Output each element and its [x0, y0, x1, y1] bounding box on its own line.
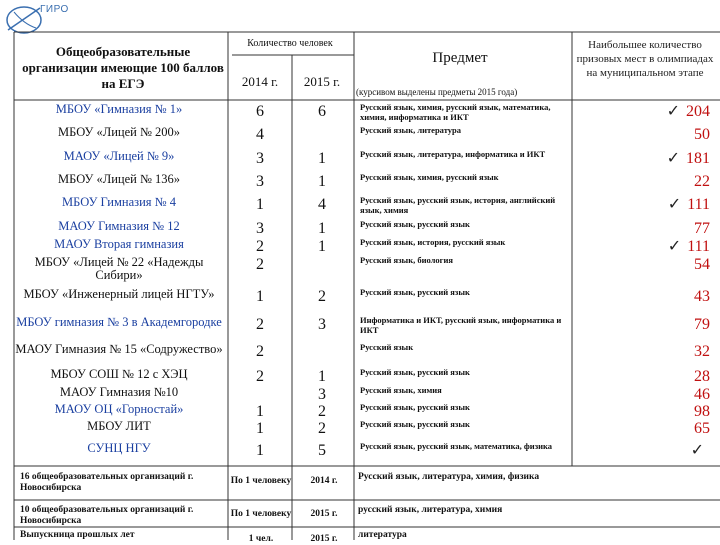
prize-value: 32 [694, 343, 710, 360]
count-2014: 3 [256, 220, 264, 237]
prize-count [600, 257, 710, 273]
count-2014: 1 [256, 196, 264, 213]
org-name: МАОУ Гимназия №10 [59, 385, 179, 399]
subjects: Русский язык, русский язык [360, 287, 470, 297]
prize-count [600, 404, 710, 420]
count-2014: 2 [256, 343, 264, 360]
count-2014: 4 [256, 126, 264, 143]
count-2015: 4 [318, 196, 326, 213]
footer-count: По 1 человеку [230, 476, 292, 486]
subjects: Русский язык, химия [360, 385, 442, 395]
count-2015: 2 [318, 288, 326, 305]
checkmark-icon: ✓ [666, 103, 680, 120]
header-subject: Предмет [432, 50, 488, 66]
prize-value: 204 [686, 103, 710, 120]
prize-count [600, 127, 710, 143]
subjects: Русский язык, литература [360, 125, 462, 135]
checkmark-icon: ✓ [666, 150, 680, 167]
prize-count [600, 151, 710, 167]
count-2014: 2 [256, 316, 264, 333]
count-2015: 1 [318, 220, 326, 237]
org-name: МАОУ Гимназия № 15 «Содружество» [15, 342, 223, 356]
count-2015: 1 [318, 150, 326, 167]
prize-value: 111 [687, 196, 710, 213]
prize-count [600, 174, 710, 190]
count-2014: 1 [256, 288, 264, 305]
logo-text: ГИРО [40, 4, 69, 15]
subjects: Русский язык, русский язык [360, 367, 470, 377]
prize-count [600, 239, 710, 255]
footer-subjects: литература [358, 530, 407, 540]
prize-count [600, 344, 710, 360]
prize-value: 54 [694, 256, 710, 273]
prize-value: 43 [694, 288, 710, 305]
count-2014: 6 [256, 103, 264, 120]
org-name: МБОУ «Лицей № 200» [57, 125, 181, 139]
footer-count: 1 чел. [248, 534, 274, 544]
org-name: МБОУ «Инженерный лицей НГТУ» [23, 287, 215, 301]
footer-year: 2015 г. [310, 509, 338, 519]
prize-value: 77 [694, 220, 710, 237]
count-2015: 6 [318, 103, 326, 120]
count-2014: 2 [256, 368, 264, 385]
checkmark-icon: ✓ [667, 238, 682, 255]
subjects: Русский язык, русский язык, математика, физика [360, 441, 553, 451]
org-name: МАОУ ОЦ «Горностай» [54, 402, 184, 416]
footer-year: 2014 г. [310, 476, 338, 486]
prize-count [600, 104, 710, 120]
footer-subjects: Русский язык, литература, химия, физика [358, 472, 540, 482]
header-max-prizes: Наибольшее количество призовых мест в олимпиадах на муниципальном этапе [576, 39, 714, 79]
count-2014: 1 [256, 403, 264, 420]
prize-value: 79 [694, 316, 710, 333]
prize-value: 181 [686, 150, 710, 167]
subjects: Русский язык, химия, русский язык [360, 172, 499, 182]
footer-subjects: русский язык, литература, химия [358, 505, 503, 515]
header-year-2015: 2015 г. [303, 74, 341, 89]
prize-count [600, 197, 710, 213]
footer-org: 10 общеобразовательных организаций г. Новосибирска [20, 505, 194, 526]
count-2015: 1 [318, 238, 326, 255]
prize-value: 111 [687, 238, 710, 255]
subjects: Русский язык [360, 342, 414, 352]
count-2014: 2 [256, 256, 264, 273]
org-name: МАОУ «Лицей № 9» [63, 149, 175, 163]
prize-value: 98 [694, 403, 710, 420]
subjects: Русский язык, русский язык [360, 402, 470, 412]
subjects: Русский язык, литература, информатика и ИКТ [360, 149, 546, 159]
prize-count [600, 421, 710, 437]
count-2015: 2 [318, 420, 326, 437]
org-name: МБОУ гимназия № 3 в Академгородке [16, 315, 222, 329]
subjects: Русский язык, биология [360, 255, 454, 265]
prize-count [600, 387, 710, 403]
org-name: МАОУ Вторая гимназия [54, 237, 184, 251]
subjects: Русский язык, русский язык [360, 219, 470, 229]
header-org: Общеобразовательные организации имеющие 100 баллов на ЕГЭ [22, 44, 224, 91]
org-name: МАОУ Гимназия № 12 [58, 219, 180, 233]
footer-org: Выпускница прошлых лет [20, 530, 135, 540]
prize-count [600, 443, 710, 459]
count-2015: 2 [318, 403, 326, 420]
subjects: Русский язык, русский язык, история, английский язык, химия [360, 195, 556, 215]
prize-value: 28 [694, 368, 710, 385]
prize-count [600, 317, 710, 333]
org-name: МБОУ «Лицей № 136» [57, 172, 181, 186]
org-name: МБОУ Гимназия № 4 [62, 195, 176, 209]
footer-year: 2015 г. [310, 534, 338, 544]
org-name: МБОУ «Лицей № 22 «Надежды Сибири» [34, 255, 204, 282]
prize-value: 22 [694, 173, 710, 190]
count-2014: 1 [256, 442, 264, 459]
checkmark-icon: ✓ [690, 442, 704, 459]
org-name: МБОУ «Гимназия № 1» [55, 102, 183, 116]
prize-count [600, 289, 710, 305]
footer-count: По 1 человеку [230, 509, 292, 519]
count-2015: 3 [318, 386, 326, 403]
org-name: СУНЦ НГУ [87, 441, 151, 455]
subjects: Русский язык, история, русский язык [360, 237, 506, 247]
count-2014: 3 [256, 150, 264, 167]
count-2014: 2 [256, 238, 264, 255]
count-2014: 3 [256, 173, 264, 190]
count-2014: 1 [256, 420, 264, 437]
footer-org: 16 общеобразовательных организаций г. Новосибирска [20, 472, 194, 493]
checkmark-icon: ✓ [667, 196, 682, 213]
header-year-2014: 2014 г. [241, 74, 279, 89]
count-2015: 5 [318, 442, 326, 459]
org-name: МБОУ СОШ № 12 с ХЭЦ [50, 367, 188, 381]
prize-value: 65 [694, 420, 710, 437]
subjects: Русский язык, русский язык [360, 419, 470, 429]
count-2015: 1 [318, 173, 326, 190]
header-count: Количество человек [247, 38, 333, 49]
prize-count [600, 221, 710, 237]
header-subject-note: (курсивом выделены предметы 2015 года) [356, 87, 518, 97]
prize-value: 50 [694, 126, 710, 143]
prize-value: 46 [694, 386, 710, 403]
subjects: Информатика и ИКТ, русский язык, информатика и ИКТ [360, 315, 562, 335]
org-name: МБОУ ЛИТ [87, 419, 151, 433]
prize-count [600, 369, 710, 385]
count-2015: 3 [318, 316, 326, 333]
count-2015: 1 [318, 368, 326, 385]
subjects: Русский язык, химия, русский язык, математика, химия, информатика и ИКТ [360, 102, 551, 122]
